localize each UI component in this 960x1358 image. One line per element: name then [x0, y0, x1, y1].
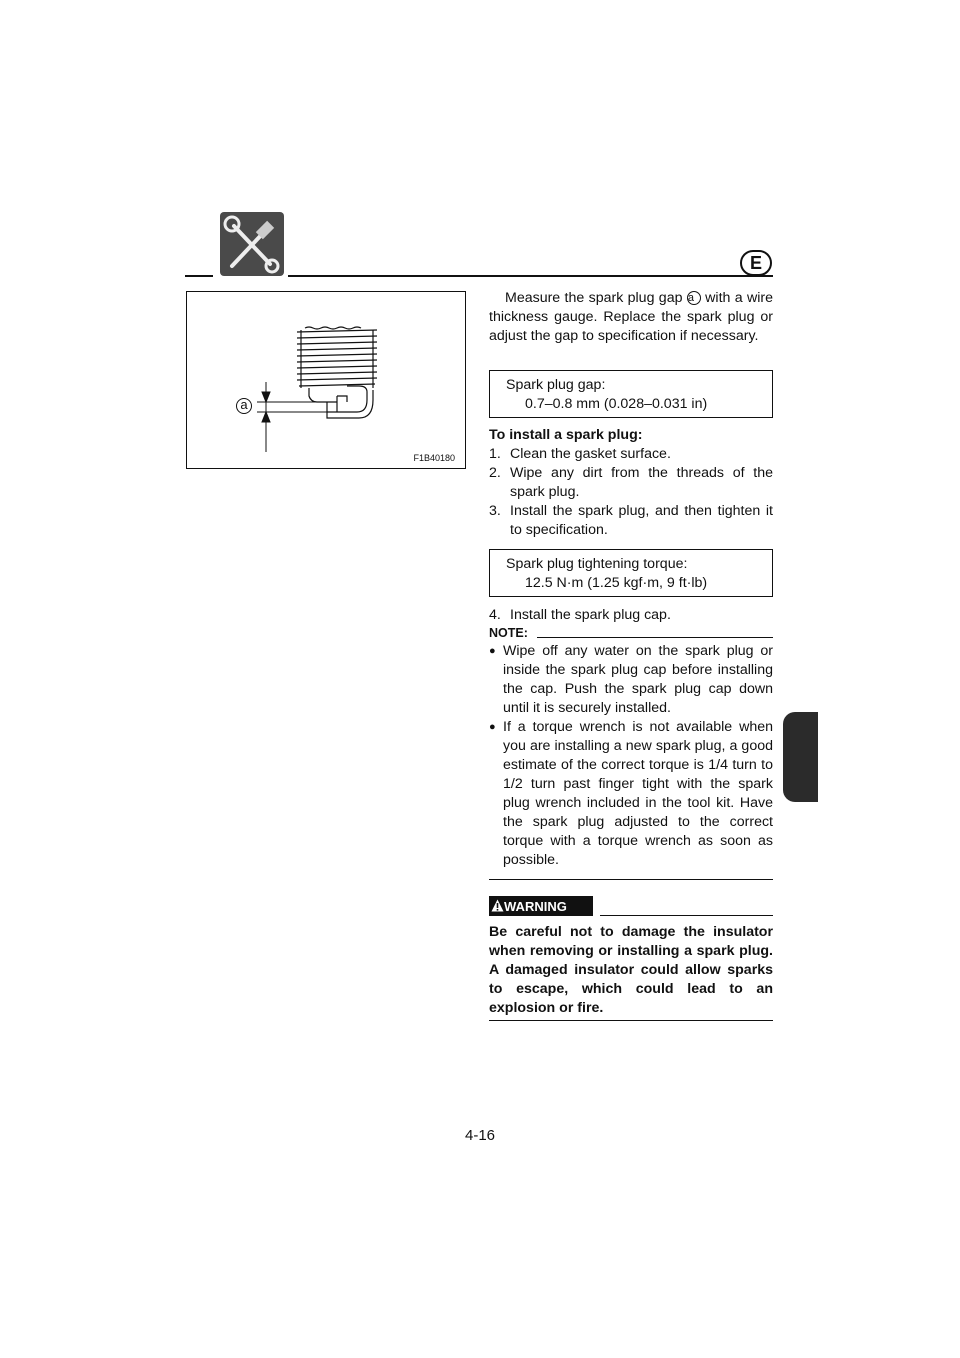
spec-gap-label: Spark plug gap: — [506, 377, 606, 393]
figure-code: F1B40180 — [413, 453, 455, 463]
spec-box-gap — [489, 370, 773, 418]
warning-text: Be careful not to damage the insulator when removing or installing a spark plug. A damaged insulator could allow sparks to escape, which could lead to an explosion or fire. — [489, 924, 773, 1016]
note-item-text: Wipe off any water on the spark plug or inside the spark plug cap before installing the cap. Push the spark plug cap down until it is securely installed. — [503, 643, 773, 716]
intro-text-after: with a wire thickness gauge. Replace the spark plug or adjust the gap to specification if necessary. — [489, 290, 773, 344]
callout-a: a — [687, 291, 701, 305]
language-badge: E — [740, 250, 772, 276]
step-text: Wipe any dirt from the threads of the spark plug. — [510, 465, 773, 500]
warning-icon — [491, 899, 504, 912]
step-number: 1. — [489, 446, 501, 462]
spec-box-torque — [489, 549, 773, 597]
tools-icon — [220, 212, 284, 276]
step-text: Install the spark plug cap. — [510, 607, 671, 623]
spec-gap-value: 0.7–0.8 mm (0.028–0.031 in) — [525, 396, 708, 412]
step-number: 4. — [489, 607, 501, 623]
chapter-tab — [783, 712, 818, 802]
note-item — [489, 642, 773, 718]
step-text: Clean the gasket surface. — [510, 446, 671, 462]
bullet-icon: ● — [489, 721, 496, 733]
figure-callout-label: a — [240, 397, 248, 412]
install-heading: To install a spark plug: — [489, 427, 643, 443]
install-step — [489, 445, 773, 464]
spec-torque-label: Spark plug tightening torque: — [506, 556, 688, 572]
note-list — [489, 642, 773, 870]
note-end-rule — [489, 879, 773, 880]
warning-rule — [600, 915, 773, 916]
spec-torque-value: 12.5 N·m (1.25 kgf·m, 9 ft·lb) — [525, 575, 708, 591]
install-step-4 — [489, 606, 773, 625]
install-steps — [489, 445, 773, 540]
note-item — [489, 718, 773, 870]
bullet-icon: ● — [489, 645, 496, 657]
note-rule — [537, 637, 773, 638]
spark-plug-figure — [186, 291, 466, 469]
step-number: 3. — [489, 503, 501, 519]
spark-plug-diagram — [187, 292, 464, 467]
warning-label: WARNING — [504, 899, 567, 914]
intro-paragraph — [489, 289, 773, 346]
header-rule-left — [185, 275, 213, 277]
step-text: Install the spark plug, and then tighten it to specification. — [510, 503, 773, 538]
page-number: 4-16 — [464, 1127, 496, 1144]
install-step — [489, 502, 773, 540]
header-rule-right — [288, 275, 773, 277]
note-item-text: If a torque wrench is not available when you are installing a new spark plug, a good estimate of the correct torque is 1/4 turn to 1/2 turn past finger tight with the spark plug wrench included in the tool kit. Have the spark plug adjusted to the correct torque with a torque wrench as soon as possible. — [503, 719, 773, 868]
warning-end-rule — [489, 1020, 773, 1021]
intro-text-before: Measure the spark plug gap — [505, 290, 687, 306]
note-label: NOTE: — [489, 626, 528, 640]
warning-badge — [489, 896, 593, 916]
step-number: 2. — [489, 465, 501, 481]
install-step — [489, 464, 773, 502]
